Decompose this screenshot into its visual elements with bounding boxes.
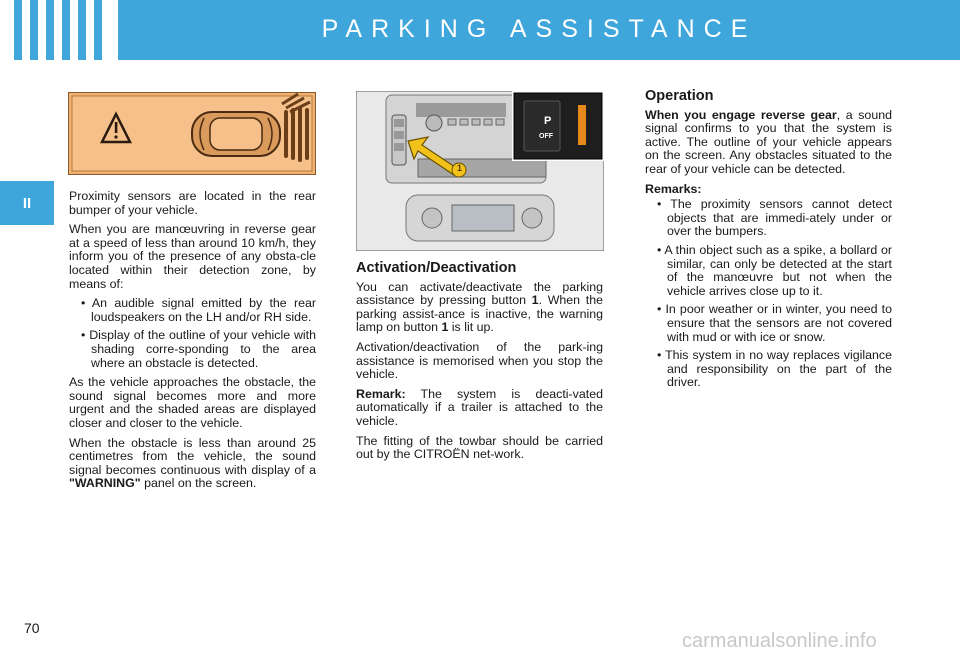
col1-paragraph: Proximity sensors are located in the rear bumper of your vehicle. (69, 189, 316, 217)
col2-paragraph: Remark: The system is deacti-vated automatically if a trailer is attached to the vehicle. (356, 386, 603, 428)
column-3 (645, 90, 892, 396)
switch-label-off: OFF (539, 133, 553, 140)
col1-paragraph: As the vehicle approaches the obstacle, the sound signal becomes more and more urgent and the shaded areas are displayed closer and closer to the vehicle. (69, 375, 316, 430)
list-item: • A thin object such as a spike, a bollard or similar, can only be detected at the start of the manœuvre but not when the vehicle arrives close up to it. (645, 244, 892, 298)
switch-label-p: P (544, 115, 552, 127)
col2-paragraph: You can activate/deactivate the parking assistance by pressing button 1. When the parking assist-ance is inactive, the warning lamp on button 1 is lit up. (356, 279, 603, 335)
dashboard-figure (356, 91, 604, 251)
col1-paragraph: When the obstacle is less than around 25 centimetres from the vehicle, the sound signal becomes continuous with display of a "WARNING" panel on the screen. (69, 435, 316, 491)
callout-number: 1 (456, 163, 462, 173)
col2-paragraph: Activation/deactivation of the park-ing assistance is memorised when you stop the vehicle. (356, 339, 603, 382)
column-1 (69, 190, 316, 497)
section-heading: Operation (645, 88, 714, 104)
watermark: carmanualsonline.info (682, 630, 877, 652)
remarks-label: Remarks: (645, 181, 702, 196)
col3-paragraph: When you engage reverse gear, a sound signal confirms to you that the system is active. The outline of your vehicle appears on the screen. Any obstacles situated to the rear of your vehicle can be detected. (645, 107, 892, 176)
section-heading: Activation/Deactivation (356, 260, 517, 276)
page-number: 70 (24, 620, 40, 636)
col2-paragraph: The fitting of the towbar should be carried out by the CITROËN net-work. (356, 433, 603, 462)
car-outline-icon (192, 112, 280, 156)
list-item: • An audible signal emitted by the rear loudspeakers on the LH and/or RH side. (69, 297, 316, 324)
page-title: PARKING ASSISTANCE (321, 15, 757, 43)
col1-bullet-list (69, 297, 316, 370)
list-item: • This system in no way replaces vigilance and responsibility on the part of the driver. (645, 349, 892, 390)
list-item: • The proximity sensors cannot detect objects that are immedi-ately under or over the bumpers. (645, 198, 892, 239)
parking-display-figure (68, 92, 316, 175)
list-item: • Display of the outline of your vehicle with shading corre-sponding to the area where an obstacle is detected. (69, 329, 316, 370)
column-2 (356, 262, 603, 468)
col3-bullet-list (645, 198, 892, 390)
header-stripes (0, 0, 118, 60)
chapter-tab: II (0, 181, 54, 225)
col1-paragraph: When you are manœuvring in reverse gear at a speed of less than around 10 km/h, they inform you of the presence of any obsta-cle located within their detection zone, by means of: (69, 222, 316, 291)
list-item: • In poor weather or in winter, you need to ensure that the sensors are not covered with mud or with ice or snow. (645, 303, 892, 344)
